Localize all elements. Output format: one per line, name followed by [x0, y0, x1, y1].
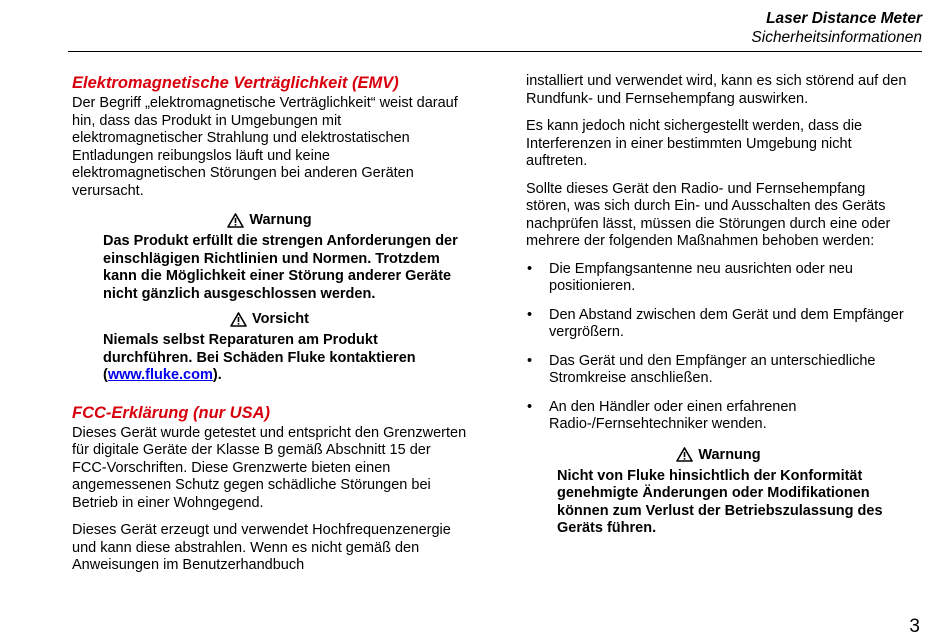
emv-paragraph: Der Begriff „elektromagnetische Verträglichkeit“ weist darauf hin, dass das Produkt in Umgebungen mit elektromagnetischer Strahlung und elektrostatischen Entladungen reibungslos läuft und keine elektromagnetischen Störungen bei anderen Geräten verursacht.: [72, 95, 458, 199]
warning-label: Warnung: [249, 212, 312, 228]
caution-label: Vorsicht: [252, 311, 309, 327]
list-item: [526, 353, 911, 388]
fcc-paragraph-1: Dieses Gerät wurde getestet und entspricht den Grenzwerten für digitale Geräte der Klasse B gemäß Abschnitt 15 der FCC-Vorschriften. Diese Grenzwerte bieten einen angemessenen Schutz gegen schädliche Störungen bei Betrieb in einer Wohngegend.: [72, 424, 467, 511]
fcc-heading: FCC-Erklärung (nur USA): [72, 403, 270, 422]
caution-text-before: Niemals selbst Reparaturen am Produkt durchführen. Bei Schäden Fluke kontaktieren (: [103, 332, 416, 383]
fluke-website-link[interactable]: www.fluke.com: [107, 367, 213, 383]
section-title: Sicherheitsinformationen: [751, 29, 922, 46]
warning-text: Nicht von Fluke hinsichtlich der Konformität genehmigte Änderungen oder Modifikationen können zum Verlust der Betriebszulassung des Geräts führen.: [557, 467, 883, 536]
fcc-paragraph-2: Dieses Gerät erzeugt und verwendet Hochfrequenzenergie und kann diese abstrahlen. Wenn es nicht gemäß den Anweisungen im Benutzerhandbuch: [72, 522, 451, 573]
fcc-paragraph-4: Sollte dieses Gerät den Radio- und Fernsehempfang stören, was sich durch Ein- und Ausschalten des Geräts nachprüfen lässt, müssen die Störungen durch eine oder mehrere der folgenden Maßnahmen behoben werden:: [526, 180, 891, 249]
warning-triangle-icon: [230, 312, 247, 327]
list-item-text: Die Empfangsantenne neu ausrichten oder neu positionieren.: [549, 260, 853, 294]
measures-list: [526, 261, 911, 434]
warning-label: Warnung: [698, 446, 761, 463]
list-item-text: An den Händler oder einen erfahrenen Radio-/Fernsehtechniker wenden.: [549, 398, 797, 432]
list-item-text: Das Gerät und den Empfänger an unterschiedliche Stromkreise anschließen.: [549, 352, 876, 386]
header-rule: [68, 51, 922, 52]
bullet: •: [527, 260, 533, 277]
bullet: •: [527, 398, 533, 415]
warning-triangle-icon: [227, 213, 244, 228]
caution-text: [103, 332, 467, 385]
warning-notice-title: [526, 445, 911, 465]
document-title: Laser Distance Meter: [766, 10, 922, 27]
list-item-text: Den Abstand zwischen dem Gerät und dem Empfänger vergrößern.: [549, 306, 904, 340]
caution-text-after: ).: [212, 367, 222, 383]
page-number: 3: [909, 616, 920, 637]
caution-notice-title: [72, 309, 467, 329]
list-item: [526, 261, 911, 296]
warning-text: Das Produkt erfüllt die strengen Anforderungen der einschlägigen Richtlinien und Normen. Trotzdem kann die Möglichkeit einer Störung anderer Geräte nicht gänzlich ausgeschlossen werden.: [103, 233, 458, 302]
warning-triangle-icon: [676, 447, 693, 462]
emv-heading: Elektromagnetische Verträglichkeit (EMV): [72, 74, 399, 92]
warning-notice-title: [72, 210, 467, 230]
fcc-continuation: installiert und verwendet wird, kann es sich störend auf den Rundfunk- und Fernsehempfang auswirken.: [526, 73, 907, 107]
right-column: [526, 73, 911, 544]
bullet: •: [527, 352, 533, 369]
page-header: [751, 9, 922, 47]
bullet: •: [527, 306, 533, 323]
list-item: [526, 399, 911, 434]
fcc-paragraph-3: Es kann jedoch nicht sichergestellt werden, dass die Interferenzen in einer bestimmten Umgebung nicht auftreten.: [526, 118, 863, 169]
left-column: [72, 73, 467, 585]
list-item: [526, 307, 911, 342]
